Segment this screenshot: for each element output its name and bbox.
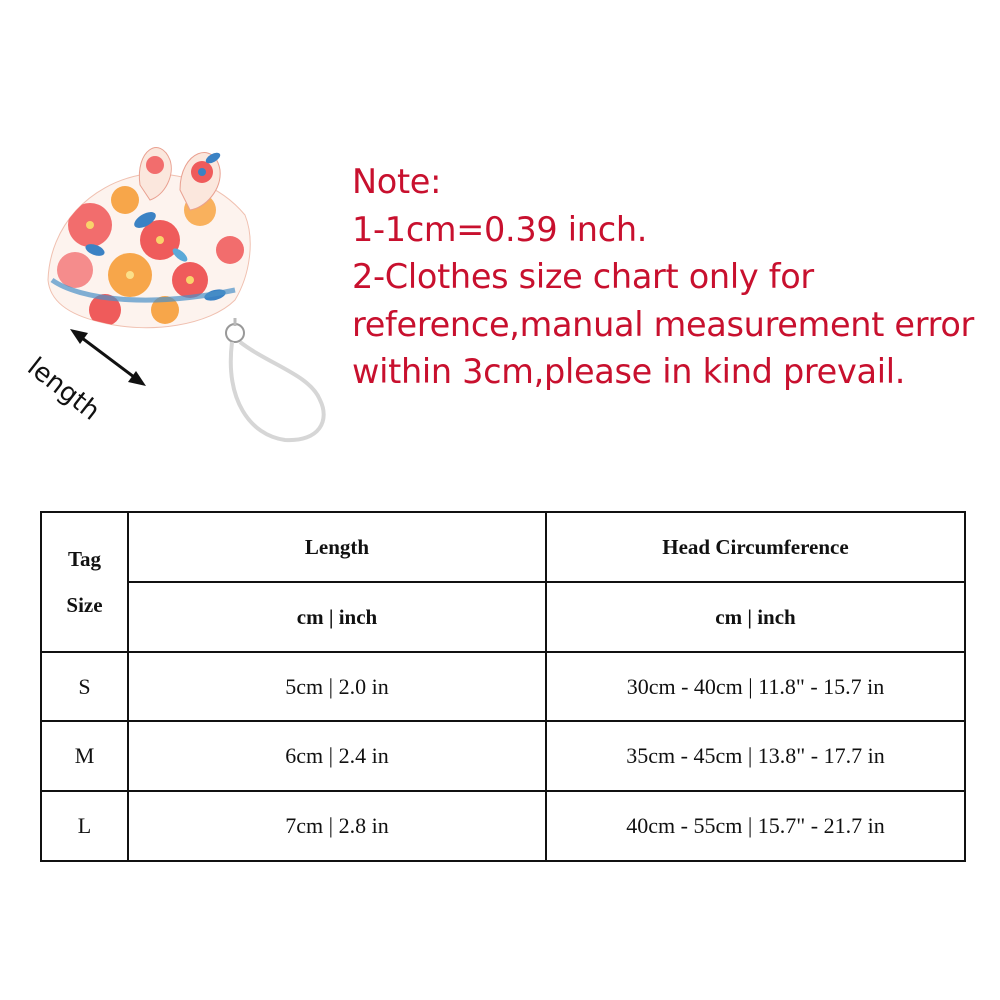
length-arrow <box>70 329 146 386</box>
note-line: within 3cm,please in kind prevail. <box>352 352 906 391</box>
tag-size-header <box>41 512 128 652</box>
length-unit: cm | inch <box>128 582 546 652</box>
head-circumference-header: Head Circumference <box>546 512 965 582</box>
length-cell: 6cm | 2.4 in <box>128 721 546 791</box>
note-line: 1-1cm=0.39 inch. <box>352 209 648 249</box>
chin-strap <box>226 318 324 440</box>
size-chart-table <box>40 511 966 862</box>
head-cell: 30cm - 40cm | 11.8" - 15.7 in <box>546 652 965 721</box>
table-header-row <box>41 512 965 582</box>
table-row <box>41 791 965 861</box>
note-title: Note: <box>352 162 442 201</box>
table-row <box>41 652 965 721</box>
head-cell: 40cm - 55cm | 15.7" - 21.7 in <box>546 791 965 861</box>
length-label: length <box>21 352 106 427</box>
tag-header-line: Tag <box>67 547 102 571</box>
size-cell: L <box>41 791 128 861</box>
length-cell: 7cm | 2.8 in <box>128 791 546 861</box>
table-unit-row <box>41 582 965 652</box>
length-cell: 5cm | 2.0 in <box>128 652 546 721</box>
size-cell: M <box>41 721 128 791</box>
note-line: 2-Clothes size chart only for <box>352 257 814 296</box>
length-header: Length <box>128 512 546 582</box>
note-line: reference,manual measurement error <box>352 304 974 344</box>
tag-header-line: Size <box>66 593 103 617</box>
table-row <box>41 721 965 791</box>
note-text <box>352 158 992 396</box>
size-cell: S <box>41 652 128 721</box>
head-unit: cm | inch <box>546 582 965 652</box>
head-cell: 35cm - 45cm | 13.8" - 17.7 in <box>546 721 965 791</box>
